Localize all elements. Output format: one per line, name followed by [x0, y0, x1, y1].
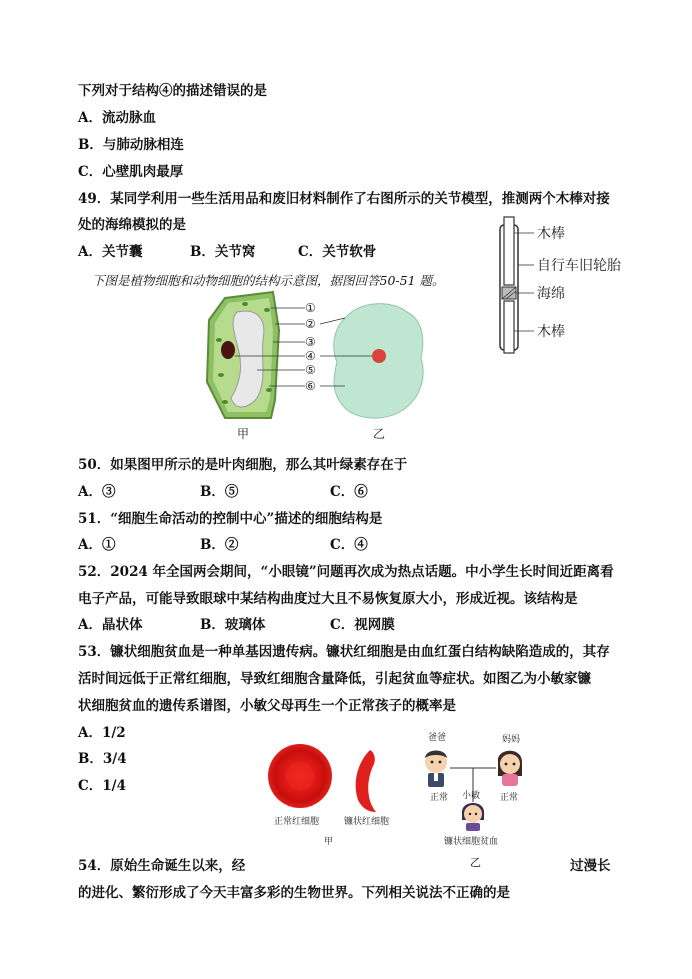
rbc-figure-caption: 甲	[324, 837, 334, 847]
animal-nucleus	[372, 349, 386, 363]
q54-stem-line1b: 过漫长	[570, 858, 611, 874]
cell-figure-caption: 下图是植物细胞和动物细胞的结构示意图，据图回答50-51 题。	[92, 273, 445, 288]
q52-option-a: A．晶状体	[78, 617, 143, 633]
q49-stem-line1: 49．某同学利用一些生活用品和废旧材料制作了右图所示的关节模型，推测两个木棒对接	[78, 191, 610, 207]
sickle-rbc-label: 镰状红细胞	[344, 817, 390, 827]
q49-option-c: C．关节软骨	[298, 244, 377, 260]
plant-cell-label: 甲	[237, 427, 250, 441]
q52-option-b: B．玻璃体	[200, 617, 266, 633]
sickle-rbc	[356, 750, 376, 812]
cell-number-1: ①	[305, 301, 316, 315]
q51-stem: 51．“细胞生命活动的控制中心”描述的细胞结构是	[78, 511, 383, 527]
q50-option-a: A．③	[78, 484, 116, 500]
joint-model-figure	[490, 215, 630, 355]
q49-option-a: A．关节囊	[78, 244, 143, 260]
q52-stem-line2: 电子产品，可能导致眼球中某结构曲度过大且不易恢复原大小，形成近视。该结构是	[78, 591, 578, 607]
mother-avatar	[498, 751, 522, 786]
pedigree-father-status: 正常	[430, 793, 449, 803]
pedigree-caption: 乙	[470, 856, 481, 869]
q51-option-c: C．④	[330, 537, 368, 553]
q53-option-c: C．1/4	[78, 778, 126, 794]
cell-number-5: ⑤	[305, 363, 316, 377]
joint-label-wood-bottom: 木棒	[537, 324, 565, 340]
cell-figure	[195, 290, 445, 445]
cell-number-2: ②	[305, 317, 316, 331]
q53-stem-line1: 53．镰状细胞贫血是一种单基因遗传病。镰状红细胞是由血红蛋白结构缺陷造成的，其存	[78, 644, 610, 660]
q48-option-a: A．流动脉血	[78, 110, 156, 126]
joint-label-sponge: 海绵	[537, 286, 565, 302]
q54-stem-line1a: 54．原始生命诞生以来，经	[78, 858, 246, 874]
q52-stem-line1: 52．2024 年全国两会期间，“小眼镜”问题再次成为热点话题。中小学生长时间近距离看	[78, 564, 614, 580]
q49-stem-line2: 处的海绵模拟的是	[78, 217, 186, 233]
father-avatar	[425, 751, 447, 788]
child-avatar	[462, 803, 484, 831]
pedigree-mother-status: 正常	[500, 793, 519, 803]
pedigree-child-label: 小敏	[462, 791, 481, 801]
joint-label-tire: 自行车旧轮胎	[537, 258, 621, 274]
pedigree-mother-label: 妈妈	[502, 735, 521, 745]
pedigree-figure	[410, 728, 550, 853]
q50-option-b: B．⑤	[200, 484, 239, 500]
cell-number-4: ④	[305, 349, 316, 363]
q48-option-c: C．心壁肌肉最厚	[78, 164, 184, 180]
q53-option-a: A．1/2	[78, 725, 126, 741]
q50-option-c: C．⑥	[330, 484, 368, 500]
q48-stem: 下列对于结构④的描述错误的是	[78, 83, 267, 99]
rbc-figure	[262, 742, 412, 848]
q53-stem-line2: 活时间远低于正常红细胞，导致红细胞含量降低，引起贫血等症状。如图乙为小敏家镰	[78, 671, 591, 687]
joint-label-wood-top: 木棒	[537, 226, 565, 242]
plant-nucleus	[221, 341, 235, 359]
animal-cell-label: 乙	[373, 427, 386, 441]
pedigree-child-status: 镰状细胞贫血	[444, 837, 499, 847]
q50-stem: 50．如果图甲所示的是叶肉细胞，那么其叶绿素存在于	[78, 457, 408, 473]
q49-option-b: B．关节窝	[190, 244, 256, 260]
q51-option-a: A．①	[78, 537, 116, 553]
q48-option-b: B．与肺动脉相连	[78, 137, 184, 153]
cell-number-3: ③	[305, 335, 316, 349]
q53-stem-line3: 状细胞贫血的遗传系谱图，小敏父母再生一个正常孩子的概率是	[78, 698, 456, 714]
normal-rbc-label: 正常红细胞	[274, 817, 320, 827]
q54-stem-line2: 的进化、繁衍形成了今天丰富多彩的生物世界。下列相关说法不正确的是	[78, 885, 510, 901]
pedigree-father-label: 爸爸	[428, 733, 447, 743]
q51-option-b: B．②	[200, 537, 239, 553]
q52-option-c: C．视网膜	[330, 617, 395, 633]
cell-number-6: ⑥	[305, 379, 316, 393]
q53-option-b: B．3/4	[78, 751, 127, 767]
